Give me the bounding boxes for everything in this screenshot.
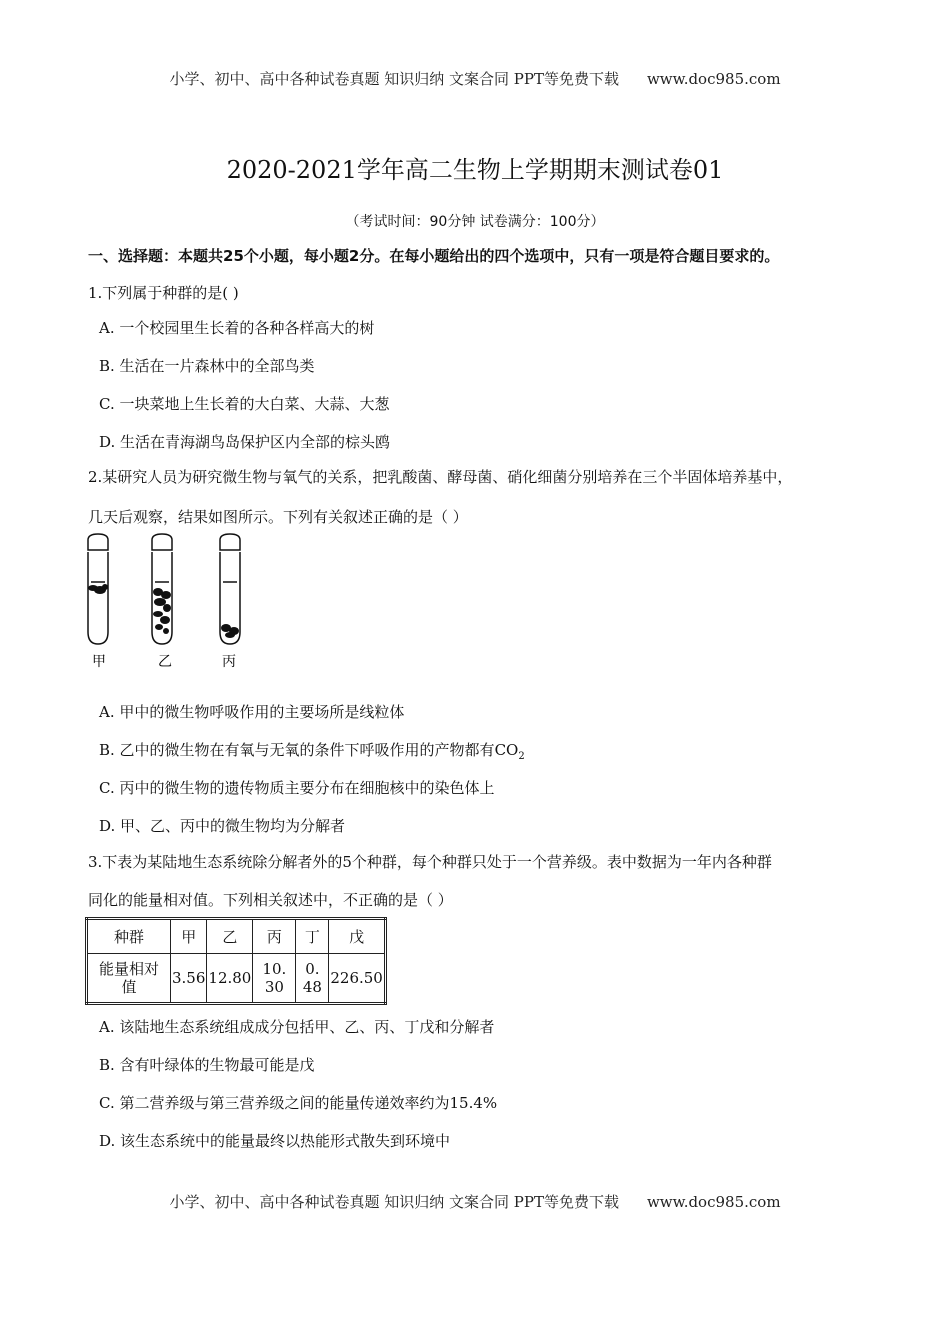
value-bing: 10. 30: [253, 954, 296, 1004]
page-header: [0, 68, 950, 89]
energy-table: [85, 917, 387, 1005]
value-jia: 3.56: [171, 954, 207, 1004]
q1-option-b: B. 生活在一片森林中的全部鸟类: [99, 357, 315, 375]
q2-stem-line2: 几天后观察，结果如图所示。下列有关叙述正确的是（ ）: [88, 508, 468, 526]
th-wu: 戊: [329, 919, 386, 954]
value-ding: 0. 48: [296, 954, 329, 1004]
q2-option-c: C. 丙中的微生物的遗传物质主要分布在细胞核中的染色体上: [99, 779, 495, 797]
q1-option-d: D. 生活在青海湖鸟岛保护区内全部的棕头鸥: [99, 433, 391, 451]
colonies-jia: [88, 584, 108, 594]
tube-label-yi: 乙: [158, 654, 172, 670]
header-text: 小学、初中、高中各种试卷真题 知识归纳 文案合同 PPT等免费下载: [169, 70, 619, 88]
table-header-row: [87, 919, 386, 954]
q2-option-b-text: B. 乙中的微生物在有氧与无氧的条件下呼吸作用的产物都有: [99, 741, 495, 759]
q2-option-a: A. 甲中的微生物呼吸作用的主要场所是线粒体: [99, 703, 405, 721]
q3-stem-line1: 3.下表为某陆地生态系统除分解者外的5个种群，每个种群只处于一个营养级。表中数据为一年内各种群: [88, 853, 772, 871]
colonies-bing: [221, 624, 239, 638]
row-label: 能量相对 值: [87, 954, 171, 1004]
th-bing: 丙: [253, 919, 296, 954]
tube-label-bing: 丙: [222, 654, 236, 670]
page-footer: [0, 1191, 950, 1212]
th-jia: 甲: [171, 919, 207, 954]
table-value-row: [87, 954, 386, 1004]
q3-option-c: C. 第二营养级与第三营养级之间的能量传递效率约为15.4%: [99, 1094, 498, 1112]
test-tubes-figure: [78, 532, 258, 672]
q2-stem-line1: 2.某研究人员为研究微生物与氧气的关系，把乳酸菌、酵母菌、硝化细菌分别培养在三个半固体培养基中，: [88, 468, 793, 486]
q2-option-d: D. 甲、乙、丙中的微生物均为分解者: [99, 817, 346, 835]
colonies-yi: [153, 588, 171, 634]
exam-info: （考试时间：90分钟 试卷满分：100分）: [345, 214, 605, 230]
footer-site[interactable]: www.doc985.com: [646, 1193, 781, 1211]
q3-option-b: B. 含有叶绿体的生物最可能是戊: [99, 1056, 315, 1074]
page-title: 2020-2021学年高二生物上学期期末测试卷01: [226, 156, 724, 184]
q3-option-d: D. 该生态系统中的能量最终以热能形式散失到环境中: [99, 1132, 451, 1150]
th-yi: 乙: [207, 919, 253, 954]
tube-label-jia: 甲: [92, 654, 106, 670]
section-heading: 一、选择题：本题共25个小题，每小题2分。在每小题给出的四个选项中，只有一项是符合题目要求的。: [88, 247, 780, 265]
q1-option-a: A. 一个校园里生长着的各种各样高大的树: [99, 319, 375, 337]
value-wu: 226.50: [329, 954, 386, 1004]
th-population: 种群: [87, 919, 171, 954]
value-yi: 12.80: [207, 954, 253, 1004]
footer-text: 小学、初中、高中各种试卷真题 知识归纳 文案合同 PPT等免费下载: [169, 1193, 619, 1211]
q2-option-b: [99, 739, 525, 762]
th-ding: 丁: [296, 919, 329, 954]
q3-stem-line2: 同化的能量相对值。下列相关叙述中，不正确的是（ ）: [88, 891, 453, 909]
co2-formula: $CO_2$: [494, 741, 525, 762]
q1-stem: 1.下列属于种群的是( ): [88, 284, 239, 302]
header-site[interactable]: www.doc985.com: [646, 70, 781, 88]
q3-option-a: A. 该陆地生态系统组成成分包括甲、乙、丙、丁戊和分解者: [99, 1018, 495, 1036]
q1-option-c: C. 一块菜地上生长着的大白菜、大蒜、大葱: [99, 395, 390, 413]
